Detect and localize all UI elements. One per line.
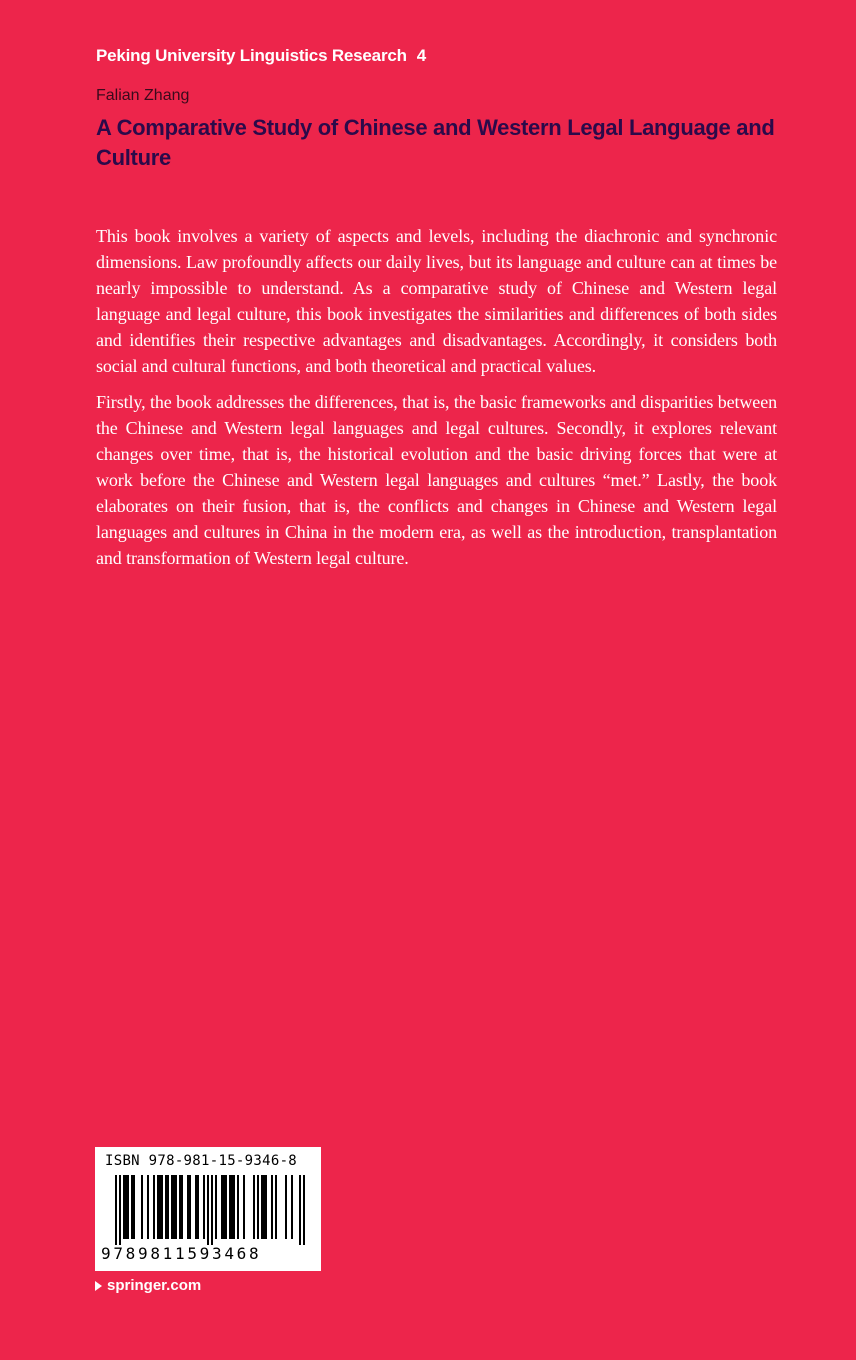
barcode-bar	[133, 1175, 135, 1239]
barcode-bar	[229, 1175, 231, 1239]
barcode-bar	[189, 1175, 191, 1239]
barcode-bar	[231, 1175, 233, 1239]
barcode-bar	[285, 1175, 287, 1239]
barcode-bar	[223, 1175, 225, 1239]
barcode-bar	[195, 1175, 197, 1239]
book-description	[96, 223, 777, 581]
barcode-bar	[203, 1175, 205, 1239]
barcode-bar	[243, 1175, 245, 1239]
barcode-bar	[173, 1175, 175, 1239]
barcode-bar	[211, 1175, 213, 1245]
barcode-bar	[123, 1175, 125, 1239]
barcode-bar	[215, 1175, 217, 1239]
isbn-barcode	[95, 1147, 321, 1271]
barcode-bar	[157, 1175, 159, 1239]
description-paragraph-2: Firstly, the book addresses the differences, that is, the basic frameworks and disparities between the Chinese and Western legal languages and legal cultures. Secondly, it explores relevant changes over time, that is, the historical evolution and the basic driving forces that were at work before the Chinese and Western legal languages and cultures “met.” Lastly, the book elaborates on their fusion, that is, the conflicts and changes in Chinese and Western legal languages and cultures in China in the modern era, as well as the introduction, transplantation and transformation of Western legal culture.	[96, 392, 777, 568]
barcode-bars	[95, 1175, 321, 1247]
barcode-bar	[225, 1175, 227, 1239]
barcode-bar	[127, 1175, 129, 1239]
barcode-bar	[253, 1175, 255, 1239]
barcode-bar	[181, 1175, 183, 1239]
barcode-bar	[171, 1175, 173, 1239]
series-volume: 4	[416, 46, 427, 65]
barcode-digits: 9789811593468	[101, 1244, 262, 1263]
barcode-bar	[261, 1175, 263, 1239]
barcode-bar	[197, 1175, 199, 1239]
barcode-bar	[153, 1175, 155, 1239]
barcode-bar	[115, 1175, 117, 1245]
series-name: Peking University Linguistics Research	[96, 46, 407, 65]
barcode-bar	[263, 1175, 265, 1239]
barcode-bar	[131, 1175, 133, 1239]
series-title	[96, 46, 426, 66]
barcode-bar	[175, 1175, 177, 1239]
barcode-bar	[257, 1175, 259, 1239]
book-title: A Comparative Study of Chinese and Western Legal Language and Culture	[96, 115, 775, 170]
isbn-label: ISBN 978-981-15-9346-8	[105, 1153, 298, 1169]
publisher-link-text: springer.com	[107, 1277, 202, 1294]
barcode-bar	[161, 1175, 163, 1239]
barcode-bar	[233, 1175, 235, 1239]
barcode-bar	[207, 1175, 209, 1245]
barcode-bar	[237, 1175, 239, 1239]
barcode-bar	[291, 1175, 293, 1239]
barcode-bar	[167, 1175, 169, 1239]
description-paragraph-1: This book involves a variety of aspects and levels, including the diachronic and synchronic dimensions. Law profoundly affects our daily lives, but its language and culture can at times be nearly impossible to understand. As a comparative study of Chinese and Western legal language and legal culture, this book investigates the similarities and differences of both sides and identifies their respective advantages and disadvantages. Accordingly, it considers both social and cultural functions, and both theoretical and practical values.	[96, 226, 777, 376]
barcode-bar	[299, 1175, 301, 1245]
arrow-right-icon	[95, 1281, 102, 1291]
author-name: Falian Zhang	[96, 87, 190, 104]
barcode-bar	[265, 1175, 267, 1239]
barcode-bar	[141, 1175, 143, 1239]
publisher-link[interactable]	[95, 1277, 201, 1294]
barcode-bar	[159, 1175, 161, 1239]
barcode-bar	[119, 1175, 121, 1245]
barcode-bar	[221, 1175, 223, 1239]
barcode-bar	[271, 1175, 273, 1239]
barcode-bar	[187, 1175, 189, 1239]
barcode-bar	[275, 1175, 277, 1239]
barcode-bar	[147, 1175, 149, 1239]
barcode-bar	[125, 1175, 127, 1239]
barcode-bar	[303, 1175, 305, 1245]
barcode-bar	[179, 1175, 181, 1239]
barcode-bar	[165, 1175, 167, 1239]
